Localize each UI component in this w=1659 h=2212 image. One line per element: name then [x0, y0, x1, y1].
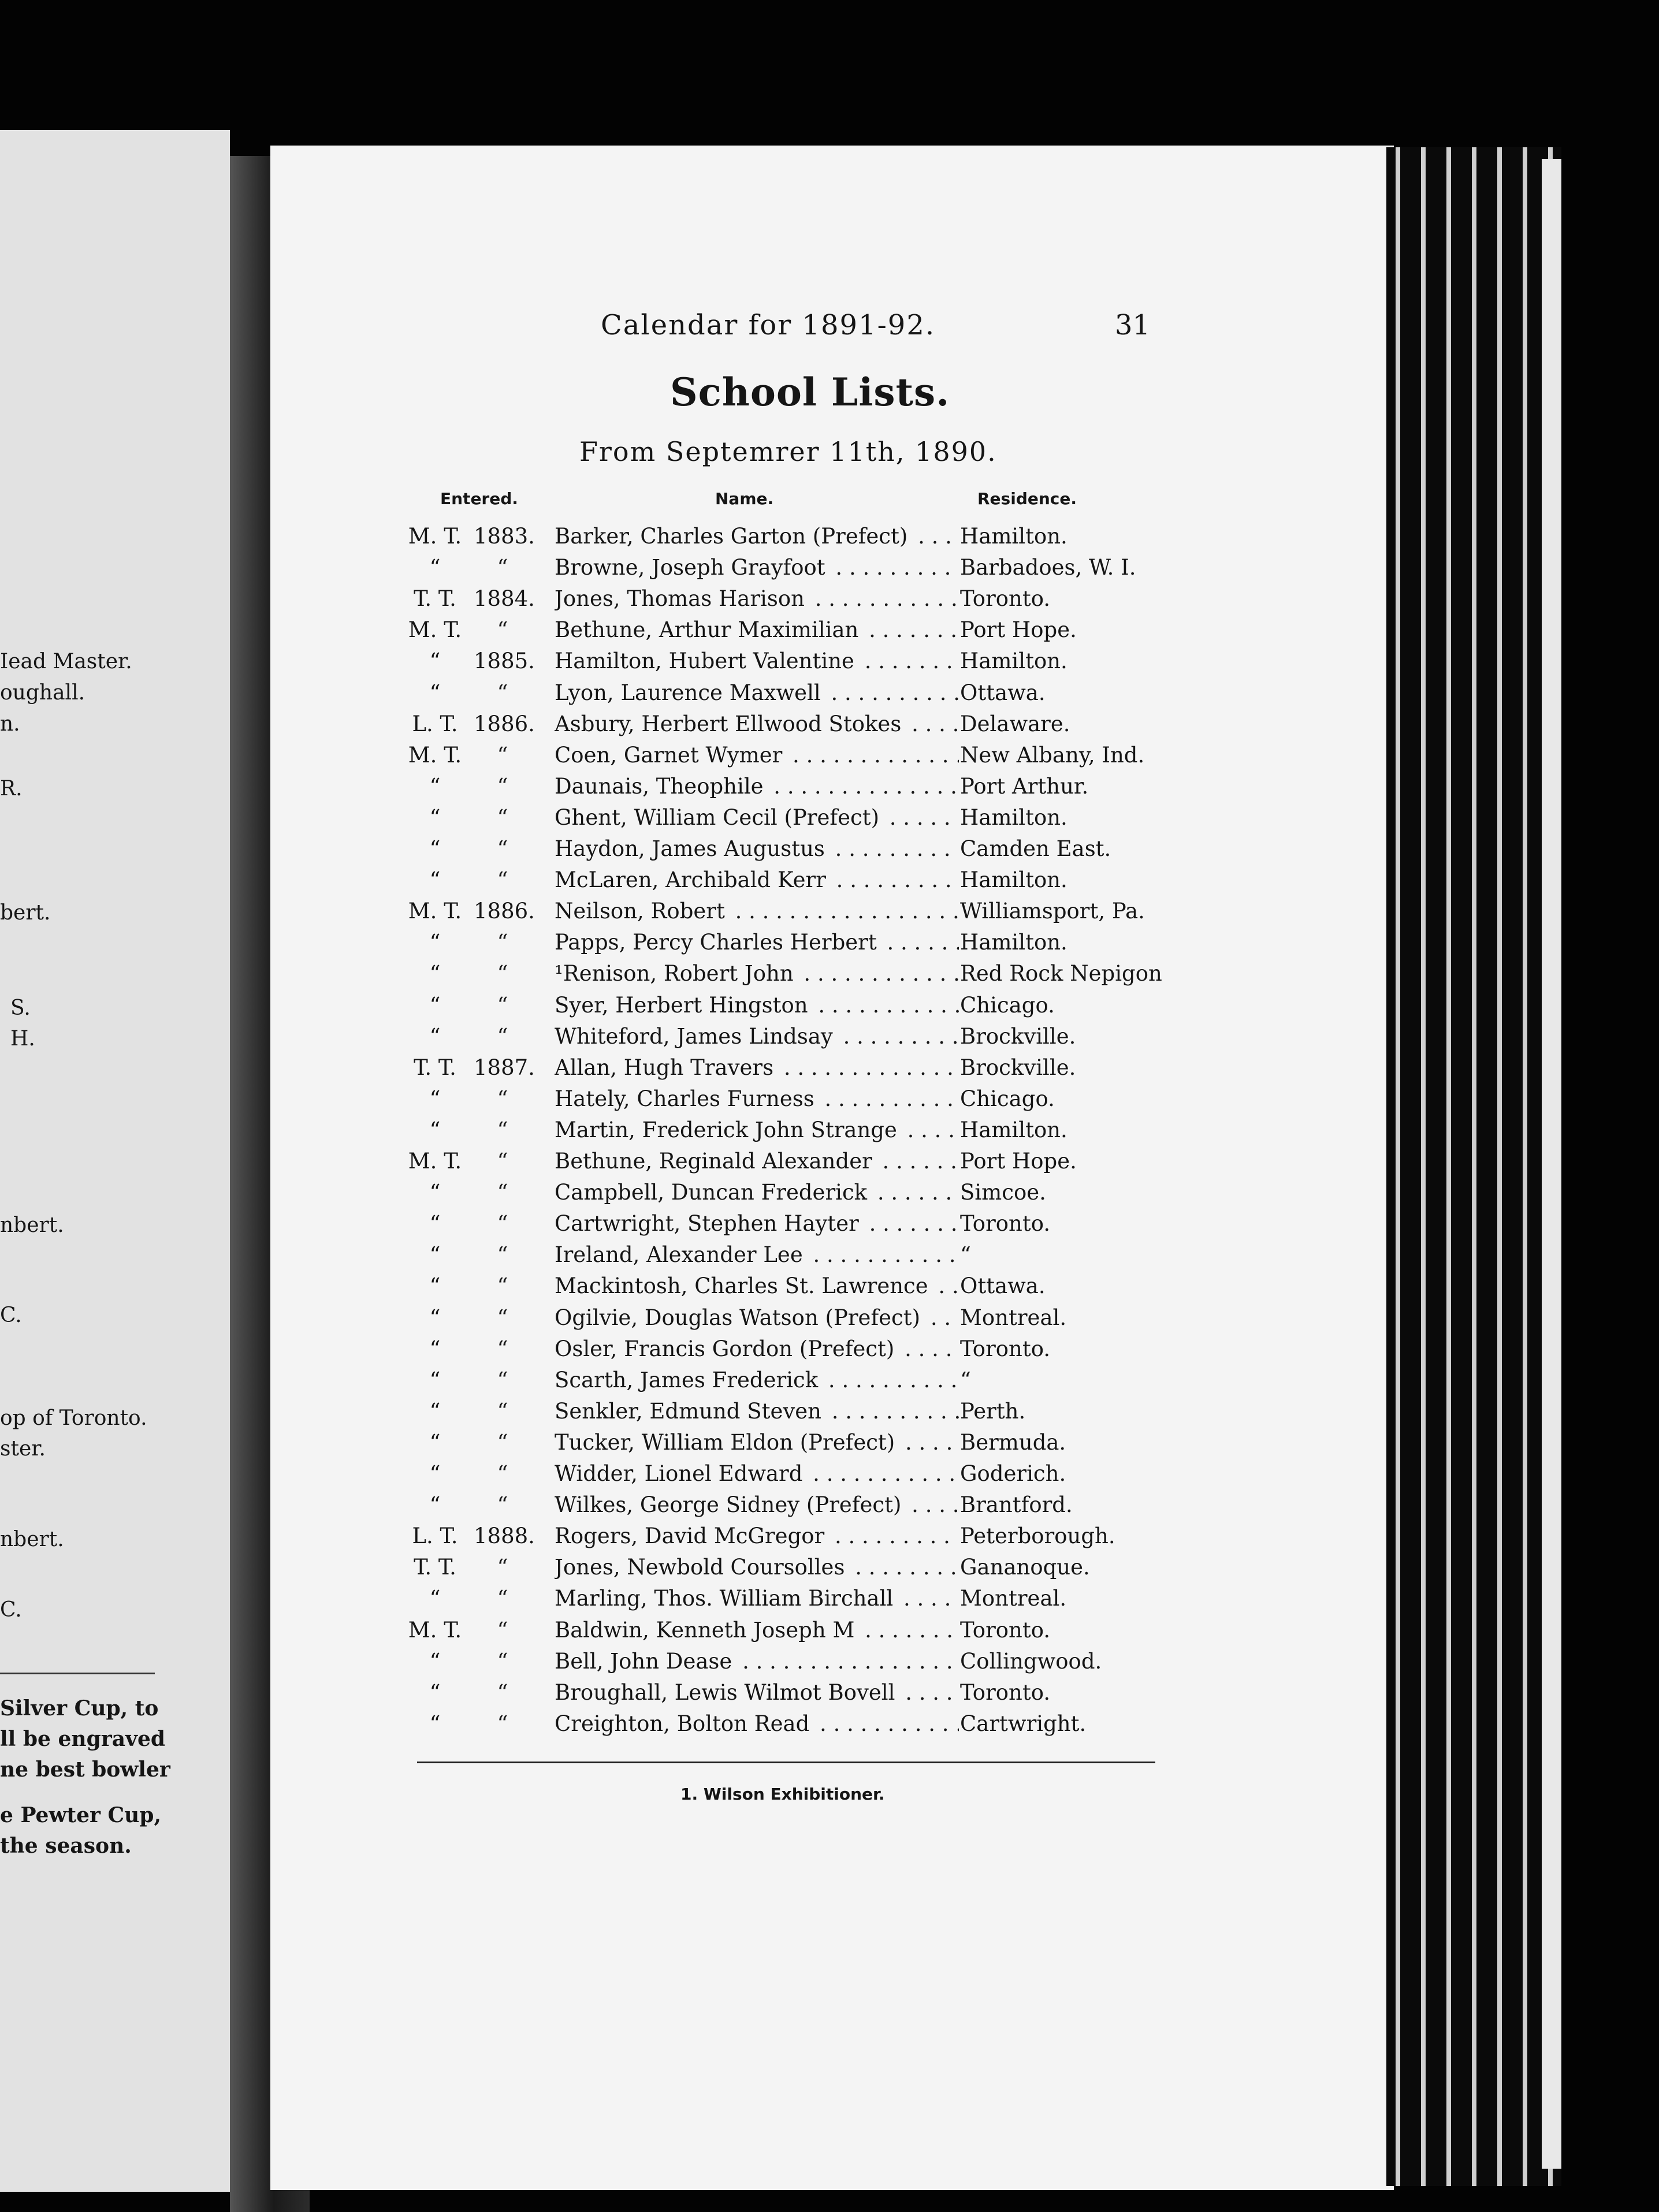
student-name [555, 646, 959, 677]
footer-rule [417, 1762, 1155, 1763]
date-subtitle: From Septemrer 11th, 1890. [579, 436, 997, 467]
student-name [555, 677, 959, 709]
left-page-line: H. [10, 1027, 35, 1051]
student-name-text: Bethune, Reginald Alexander [555, 1149, 876, 1174]
residence: Toronto. [960, 1680, 1051, 1705]
entered-year: “ [497, 680, 508, 705]
left-page-line: C. [0, 1304, 22, 1327]
left-page-line: ne best bowler [0, 1757, 170, 1782]
residence: Port Hope. [960, 1149, 1077, 1174]
residence: Montreal. [960, 1586, 1067, 1611]
list-row [0, 1615, 1213, 1646]
student-name-text: Wilkes, George Sidney (Prefect) [555, 1492, 905, 1517]
student-name [555, 709, 959, 740]
entered-year: “ [497, 1149, 508, 1174]
entered-year: “ [497, 617, 508, 643]
entered-year: “ [497, 1617, 508, 1643]
student-name [555, 1708, 959, 1740]
student-name-text: Mackintosh, Charles St. Lawrence [555, 1273, 932, 1298]
entered-year: “ [497, 1086, 508, 1111]
entered-term: T. T. [414, 586, 456, 612]
left-page-line: nbert. [0, 1528, 64, 1551]
list-row [0, 802, 1213, 833]
entered-year: “ [497, 1273, 508, 1299]
column-header-name: Name. [715, 489, 774, 508]
list-row [0, 709, 1213, 740]
left-page-line: C. [0, 1598, 22, 1622]
page-edges [1386, 147, 1561, 2186]
list-row [0, 1052, 1213, 1083]
list-row [0, 1552, 1213, 1583]
student-name-text: Papps, Percy Charles Herbert [555, 930, 880, 955]
student-name-text: Rogers, David McGregor [555, 1524, 828, 1548]
entered-year: “ [497, 1117, 508, 1142]
student-name [555, 583, 959, 615]
entered-year: “ [497, 742, 508, 768]
list-row [0, 552, 1213, 583]
list-row [0, 1521, 1213, 1552]
entered-term: “ [429, 1117, 441, 1142]
student-name [555, 1458, 959, 1489]
left-page-line: nbert. [0, 1213, 64, 1237]
list-row [0, 646, 1213, 677]
student-name [555, 1396, 959, 1427]
student-name [555, 1302, 959, 1334]
entered-year: “ [497, 555, 508, 580]
column-header-entered: Entered. [440, 489, 518, 508]
entered-year: 1883. [474, 524, 535, 549]
student-name [555, 990, 959, 1021]
residence: “ [960, 1242, 971, 1268]
list-row [0, 1708, 1213, 1740]
residence: Simcoe. [960, 1180, 1046, 1205]
student-name [555, 1334, 959, 1365]
entered-year: “ [497, 1242, 508, 1268]
student-name-text: Osler, Francis Gordon (Prefect) [555, 1336, 898, 1361]
student-name-text: Hately, Charles Furness [555, 1086, 818, 1111]
entered-year: “ [497, 1461, 508, 1486]
entered-year: 1885. [474, 649, 535, 674]
calendar-heading: Calendar for 1891-92. [601, 309, 936, 341]
student-name-text: Asbury, Herbert Ellwood Stokes [555, 712, 905, 736]
left-page-line: S. [10, 996, 31, 1020]
student-name-text: Coen, Garnet Wymer [555, 743, 786, 768]
list-row [0, 1365, 1213, 1396]
residence: Ottawa. [960, 680, 1046, 705]
entered-year: “ [497, 1305, 508, 1330]
residence: Toronto. [960, 1336, 1051, 1361]
student-name-text: Tucker, William Eldon (Prefect) [555, 1430, 898, 1455]
student-name-text: Widder, Lionel Edward [555, 1461, 806, 1486]
entered-year: 1888. [474, 1524, 535, 1549]
list-row [0, 1583, 1213, 1614]
entered-term: M. T. [408, 742, 462, 768]
footnote: 1. Wilson Exhibitioner. [680, 1785, 885, 1804]
student-name [555, 1583, 959, 1614]
entered-term: M. T. [408, 617, 462, 643]
student-name-text: Syer, Herbert Hingston [555, 993, 812, 1018]
student-name [555, 1239, 959, 1271]
list-row [0, 1271, 1213, 1302]
list-row [0, 1677, 1213, 1708]
residence: Chicago. [960, 992, 1055, 1018]
left-page-line: op of Toronto. [0, 1406, 147, 1430]
entered-term: “ [429, 992, 441, 1018]
entered-term: “ [429, 1461, 441, 1486]
residence: Ottawa. [960, 1273, 1046, 1299]
residence: Peterborough. [960, 1524, 1115, 1549]
list-row [0, 865, 1213, 896]
left-page-line: ll be engraved [0, 1727, 166, 1751]
student-name [555, 927, 959, 958]
student-name [555, 833, 959, 865]
entered-year: 1886. [474, 899, 535, 924]
entered-term: L. T. [412, 1524, 458, 1549]
entered-term: M. T. [408, 1617, 462, 1643]
entered-year: “ [497, 992, 508, 1018]
entered-term: “ [429, 555, 441, 580]
list-row [0, 833, 1213, 865]
list-row [0, 927, 1213, 958]
residence: Brantford. [960, 1492, 1073, 1518]
entered-year: “ [497, 805, 508, 830]
left-page-line: R. [0, 777, 23, 800]
list-row [0, 677, 1213, 709]
entered-term: “ [429, 773, 441, 799]
entered-term: T. T. [414, 1555, 456, 1580]
residence: Chicago. [960, 1086, 1055, 1111]
residence: Toronto. [960, 586, 1051, 612]
list-row [0, 1146, 1213, 1177]
student-name-text: Jones, Newbold Coursolles [555, 1555, 848, 1580]
list-row [0, 1021, 1213, 1052]
list-row [0, 1115, 1213, 1146]
student-name [555, 1677, 959, 1708]
student-name-text: Ireland, Alexander Lee [555, 1242, 806, 1267]
entered-year: “ [497, 836, 508, 861]
list-row [0, 615, 1213, 646]
entered-term: “ [429, 1023, 441, 1049]
left-page-line: Silver Cup, to [0, 1696, 159, 1721]
entered-term: “ [429, 836, 441, 861]
student-name-text: Campbell, Duncan Frederick [555, 1180, 871, 1205]
residence: Port Hope. [960, 617, 1077, 643]
entered-term: T. T. [414, 1055, 456, 1080]
entered-year: “ [497, 1180, 508, 1205]
residence: Goderich. [960, 1461, 1066, 1486]
student-name [555, 958, 959, 989]
student-name [555, 1115, 959, 1146]
list-row [0, 1458, 1213, 1489]
left-page-line: ster. [0, 1437, 46, 1461]
list-row [0, 740, 1213, 771]
entered-term: “ [429, 1648, 441, 1674]
entered-term: “ [429, 1086, 441, 1111]
residence: Hamilton. [960, 524, 1067, 549]
student-name [555, 771, 959, 802]
entered-year: “ [497, 1555, 508, 1580]
entered-year: “ [497, 867, 508, 893]
residence: Hamilton. [960, 867, 1067, 893]
student-name [555, 1146, 959, 1177]
list-row [0, 1177, 1213, 1208]
student-name-text: Allan, Hugh Travers [555, 1055, 777, 1080]
list-row [0, 1239, 1213, 1271]
student-name [555, 1177, 959, 1208]
student-name-text: Lyon, Laurence Maxwell [555, 680, 824, 705]
entered-year: “ [497, 1648, 508, 1674]
entered-year: 1884. [474, 586, 535, 612]
list-row [0, 1083, 1213, 1115]
student-name-text: Haydon, James Augustus [555, 836, 828, 861]
page-edge-strip [1542, 159, 1561, 2169]
residence: Bermuda. [960, 1429, 1066, 1455]
entered-term: “ [429, 1398, 441, 1424]
student-name [555, 1271, 959, 1302]
list-row [0, 1427, 1213, 1458]
entered-term: “ [429, 680, 441, 705]
list-row [0, 990, 1213, 1021]
entered-term: “ [429, 867, 441, 893]
list-row [0, 583, 1213, 615]
residence: Collingwood. [960, 1648, 1102, 1674]
student-name [555, 1615, 959, 1646]
residence: Delaware. [960, 711, 1070, 736]
student-name-text: Ghent, William Cecil (Prefect) [555, 805, 883, 830]
student-name-text: Neilson, Robert [555, 899, 728, 923]
residence: Barbadoes, W. I. [960, 555, 1136, 580]
list-row [0, 1489, 1213, 1521]
student-name-text: Ogilvie, Douglas Watson (Prefect) [555, 1305, 924, 1330]
entered-term: “ [429, 1211, 441, 1237]
student-name [555, 1365, 959, 1396]
entered-year: “ [497, 1336, 508, 1361]
list-row [0, 1302, 1213, 1334]
entered-term: M. T. [408, 524, 462, 549]
residence: Montreal. [960, 1305, 1067, 1330]
student-name [555, 740, 959, 771]
entered-year: “ [497, 773, 508, 799]
entered-term: “ [429, 1586, 441, 1611]
residence: Toronto. [960, 1211, 1051, 1237]
section-title: School Lists. [670, 370, 950, 415]
left-page-line: the season. [0, 1834, 132, 1858]
student-name [555, 1083, 959, 1115]
entered-term: “ [429, 1680, 441, 1705]
column-header-residence: Residence. [977, 489, 1077, 508]
entered-term: “ [429, 961, 441, 986]
list-row [0, 1646, 1213, 1677]
residence: Red Rock Nepigon [960, 961, 1162, 986]
entered-term: “ [429, 1336, 441, 1361]
student-name-text: Marling, Thos. William Birchall [555, 1586, 897, 1611]
entered-term: M. T. [408, 1149, 462, 1174]
entered-term: “ [429, 1273, 441, 1299]
list-row [0, 896, 1213, 927]
student-name [555, 1427, 959, 1458]
student-name [555, 1552, 959, 1583]
entered-term: L. T. [412, 711, 458, 736]
student-name-text: Whiteford, James Lindsay [555, 1024, 836, 1049]
page-number: 31 [1115, 309, 1151, 341]
entered-year: 1886. [474, 711, 535, 736]
entered-year: “ [497, 961, 508, 986]
student-name-text: Broughall, Lewis Wilmot Bovell [555, 1680, 898, 1705]
student-name [555, 865, 959, 896]
entered-term: “ [429, 1429, 441, 1455]
entered-term: “ [429, 1711, 441, 1736]
entered-year: “ [497, 1023, 508, 1049]
student-name-text: Barker, Charles Garton (Prefect) [555, 524, 911, 549]
student-name [555, 521, 959, 552]
residence: Perth. [960, 1398, 1026, 1424]
residence: Cartwright. [960, 1711, 1087, 1736]
residence: Toronto. [960, 1617, 1051, 1643]
entered-term: “ [429, 649, 441, 674]
entered-year: “ [497, 1680, 508, 1705]
entered-year: “ [497, 1398, 508, 1424]
entered-term: “ [429, 805, 441, 830]
student-name [555, 552, 959, 583]
student-name-text: ¹Renison, Robert John [555, 961, 797, 986]
entered-year: “ [497, 1586, 508, 1611]
student-name-text: Daunais, Theophile [555, 774, 767, 799]
student-name-text: Browne, Joseph Grayfoot [555, 555, 829, 580]
residence: Hamilton. [960, 930, 1067, 955]
entered-term: “ [429, 930, 441, 955]
residence: Brockville. [960, 1055, 1076, 1080]
left-page-line: e Pewter Cup, [0, 1803, 161, 1827]
student-name-text: Hamilton, Hubert Valentine [555, 649, 858, 673]
entered-term: “ [429, 1305, 441, 1330]
left-page-line: bert. [0, 901, 51, 925]
student-name-text: Martin, Frederick John Strange [555, 1118, 901, 1142]
entered-year: “ [497, 1492, 508, 1518]
residence: Brockville. [960, 1023, 1076, 1049]
student-name-text: Senkler, Edmund Steven [555, 1399, 825, 1424]
student-name-text: Creighton, Bolton Read [555, 1711, 813, 1736]
entered-year: “ [497, 930, 508, 955]
student-name [555, 1208, 959, 1239]
student-name [555, 1052, 959, 1083]
entered-year: 1887. [474, 1055, 535, 1080]
entered-year: “ [497, 1367, 508, 1392]
entered-year: “ [497, 1429, 508, 1455]
student-name-text: Jones, Thomas Harison [555, 586, 808, 611]
student-name [555, 1521, 959, 1552]
student-name-text: Baldwin, Kenneth Joseph M [555, 1618, 858, 1643]
list-row [0, 1208, 1213, 1239]
student-name [555, 896, 959, 927]
entered-year: “ [497, 1211, 508, 1237]
residence: New Albany, Ind. [960, 742, 1145, 768]
residence: Camden East. [960, 836, 1111, 861]
student-name [555, 1021, 959, 1052]
residence: Hamilton. [960, 649, 1067, 674]
student-name-text: McLaren, Archibald Kerr [555, 867, 830, 892]
left-page-line: oughall. [0, 681, 85, 705]
list-row [0, 1396, 1213, 1427]
residence: Hamilton. [960, 805, 1067, 830]
left-page-line: Iead Master. [0, 650, 132, 673]
student-name-text: Cartwright, Stephen Hayter [555, 1211, 862, 1236]
entered-term: M. T. [408, 899, 462, 924]
residence: “ [960, 1367, 971, 1392]
entered-term: “ [429, 1180, 441, 1205]
student-name-text: Bell, John Dease [555, 1649, 735, 1674]
list-row [0, 771, 1213, 802]
entered-term: “ [429, 1492, 441, 1518]
student-name-text: Bethune, Arthur Maximilian [555, 617, 862, 642]
student-name [555, 1646, 959, 1677]
student-name [555, 802, 959, 833]
residence: Hamilton. [960, 1117, 1067, 1142]
residence: Gananoque. [960, 1555, 1090, 1580]
list-row [0, 521, 1213, 552]
student-name [555, 615, 959, 646]
student-name-text: Scarth, James Frederick [555, 1368, 821, 1392]
residence: Port Arthur. [960, 773, 1089, 799]
left-page-line: n. [0, 712, 20, 736]
residence: Williamsport, Pa. [960, 899, 1145, 924]
student-name [555, 1489, 959, 1521]
list-row [0, 1334, 1213, 1365]
entered-term: “ [429, 1242, 441, 1268]
entered-year: “ [497, 1711, 508, 1736]
entered-term: “ [429, 1367, 441, 1392]
list-row [0, 958, 1213, 989]
